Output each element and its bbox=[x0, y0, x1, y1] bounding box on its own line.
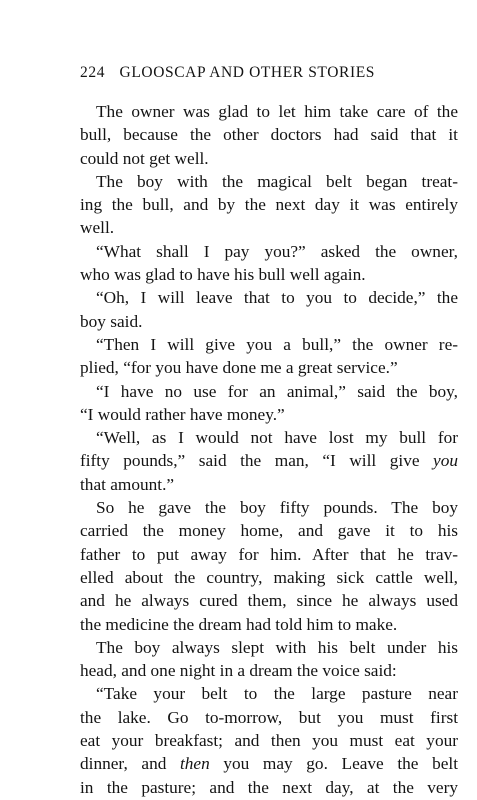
text-line: “Take your belt to the large pasture near bbox=[96, 684, 458, 704]
text-line: the medicine the dream had told him to make. bbox=[80, 614, 398, 634]
text-line: “Oh, I will leave that to you to decide,” the bbox=[96, 288, 458, 308]
text-line: eat your breakfast; and then you must eat your bbox=[80, 731, 458, 751]
text-line: and he always cured them, since he always used bbox=[80, 591, 458, 611]
running-head-title: GLOOSCAP AND OTHER STORIES bbox=[119, 64, 375, 81]
text-line: “Then I will give you a bull,” the owner re- bbox=[96, 334, 458, 354]
text-line: plied, “for you have done me a great service.” bbox=[80, 358, 398, 378]
text-line: boy said. bbox=[80, 311, 143, 331]
text-line: elled about the country, making sick cattle well, bbox=[80, 567, 458, 587]
text-line: well. bbox=[80, 218, 115, 238]
running-head bbox=[80, 64, 410, 82]
text-line: could not get well. bbox=[80, 148, 209, 168]
text-line: The owner was glad to let him take care of the bbox=[96, 102, 458, 121]
text-line: bull, because the other doctors had said that it bbox=[80, 125, 458, 145]
text-line: ing the bull, and by the next day it was entirely bbox=[80, 195, 458, 215]
text-line: The boy with the magical belt began treat- bbox=[96, 171, 458, 191]
text-line: “I would rather have money.” bbox=[80, 404, 285, 424]
text-line: “I have no use for an animal,” said the boy, bbox=[96, 381, 458, 401]
text-line: that amount.” bbox=[80, 474, 175, 494]
text-line: dinner, and then you may go. Leave the belt bbox=[80, 754, 458, 774]
text-line: in the pasture; and the next day, at the very bbox=[80, 777, 458, 797]
page-number: 224 bbox=[80, 64, 106, 81]
text-line: father to put away for him. After that he trav- bbox=[80, 544, 458, 564]
text-line: who was glad to have his bull well again. bbox=[80, 265, 366, 285]
text-line: carried the money home, and gave it to his bbox=[80, 521, 458, 541]
text-line: head, and one night in a dream the voice said: bbox=[80, 661, 397, 681]
text-line: So he gave the boy fifty pounds. The boy bbox=[96, 498, 458, 518]
text-line: fifty pounds,” said the man, “I will give you bbox=[80, 451, 458, 471]
text-line: the lake. Go to-morrow, but you must first bbox=[80, 707, 458, 727]
text-line: The boy always slept with his belt under his bbox=[96, 637, 458, 657]
text-line: “What shall I pay you?” asked the owner, bbox=[96, 241, 458, 261]
text-line: “Well, as I would not have lost my bull for bbox=[96, 428, 458, 448]
body-text bbox=[80, 100, 458, 799]
